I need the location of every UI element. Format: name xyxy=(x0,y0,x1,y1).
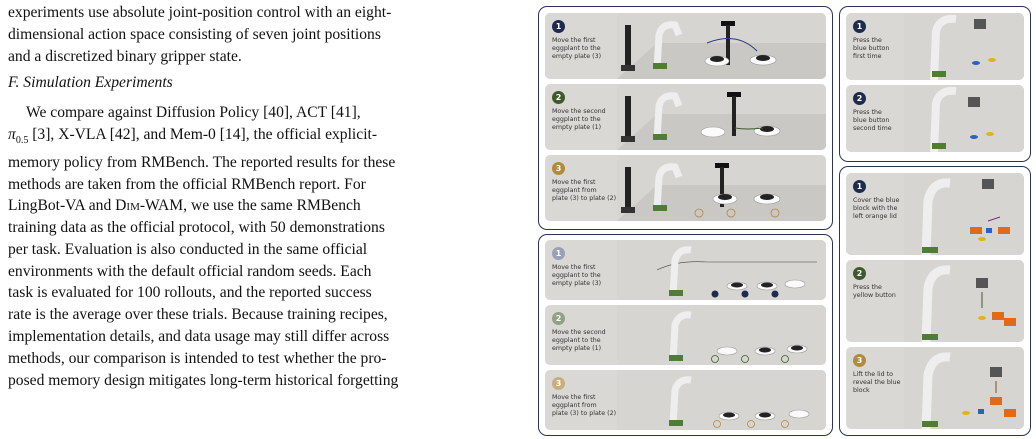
step-row xyxy=(545,370,826,430)
step-caption: Press the yellow button xyxy=(853,284,896,299)
step-caption: Move the first eggplant to the empty plate (3) xyxy=(552,37,602,60)
body-line: methods are taken from the official RMBench report. For xyxy=(8,175,366,193)
step-number-badge: 3 xyxy=(552,162,565,175)
step-row xyxy=(846,85,1024,152)
step-caption: Cover the blue block with the left orange lid xyxy=(853,197,900,220)
robot-scene-image xyxy=(617,84,826,150)
step-caption: Move the first eggplant to the empty plate (3) xyxy=(552,264,602,287)
step-caption: Press the blue button second time xyxy=(853,109,892,132)
robot-scene-image xyxy=(904,260,1024,342)
robot-scene-image xyxy=(617,305,826,365)
robot-scene-image xyxy=(617,240,826,300)
step-number-badge: 3 xyxy=(552,377,565,390)
robot-scene-image xyxy=(904,347,1024,429)
robot-scene-image xyxy=(617,155,826,221)
step-number-badge: 3 xyxy=(853,354,866,367)
paragraph-intro xyxy=(8,2,524,67)
body-line: [3], X-VLA [42], and Mem-0 [14], the official explicit- xyxy=(28,125,378,143)
figure-panel-lid-bottom xyxy=(839,166,1031,436)
figure-panel-plates-top xyxy=(538,6,833,230)
robot-scene-image xyxy=(904,13,1024,80)
pi-symbol: π xyxy=(8,125,16,143)
robot-scene-image xyxy=(617,13,826,79)
step-caption: Move the first eggplant from plate (3) to plate (2) xyxy=(552,394,617,417)
step-number-badge: 1 xyxy=(552,20,565,33)
body-line: LingBot-VA and D xyxy=(8,197,127,215)
figure-panel-plates-bottom xyxy=(538,234,833,436)
step-number-badge: 1 xyxy=(853,180,866,193)
step-caption: Press the blue button first time xyxy=(853,37,890,60)
step-number-badge: 1 xyxy=(552,247,565,260)
paragraph-simulation xyxy=(8,102,524,391)
robot-scene-image xyxy=(904,173,1024,255)
body-line: posed memory design mitigates long-term historical forgetting xyxy=(8,371,399,389)
step-row xyxy=(545,84,826,150)
step-number-badge: 2 xyxy=(552,91,565,104)
body-smallcaps: im xyxy=(126,197,140,215)
pi-subscript: 0.5 xyxy=(15,134,29,146)
robot-scene-image xyxy=(617,370,826,430)
body-line: task is evaluated for 100 rollouts, and the reported success xyxy=(8,284,372,302)
step-number-badge: 2 xyxy=(853,92,866,105)
step-row xyxy=(545,305,826,365)
step-row xyxy=(545,240,826,300)
robot-scene-image xyxy=(904,85,1024,152)
step-row xyxy=(846,347,1024,429)
body-line: rate is the average over these trials. Because training recipes, xyxy=(8,306,388,324)
step-caption: Move the first eggplant from plate (3) to plate (2) xyxy=(552,179,617,202)
body-line: training data as the official protocol, with 50 demonstrations xyxy=(8,219,385,237)
step-row xyxy=(846,13,1024,80)
section-heading: F. Simulation Experiments xyxy=(8,74,173,91)
step-row xyxy=(846,173,1024,255)
step-number-badge: 2 xyxy=(853,267,866,280)
body-line: environments with the default official random seeds. Each xyxy=(8,262,372,280)
intro-line-1: experiments use absolute joint-position control with an eight- xyxy=(8,4,392,21)
step-caption: Lift the lid to reveal the blue block xyxy=(853,371,901,394)
intro-line-2: dimensional action space consisting of seven joint positions xyxy=(8,25,381,43)
body-line: implementation details, and data usage may still differ across xyxy=(8,328,390,346)
body-line: memory policy from RMBench. The reported results for these xyxy=(8,153,396,171)
step-row xyxy=(545,13,826,79)
intro-line-3: and a discretized binary gripper state. xyxy=(8,47,242,65)
body-line: per task. Evaluation is also conducted in the same official xyxy=(8,240,368,258)
body-line: methods, our comparison is intended to test whether the pro- xyxy=(8,349,387,367)
body-line: We compare against Diffusion Policy [40], ACT [41], xyxy=(26,104,361,121)
body-line: -WAM, we use the same RMBench xyxy=(139,197,361,215)
figure-panel-button-top xyxy=(839,6,1031,162)
step-row xyxy=(545,155,826,221)
step-number-badge: 1 xyxy=(853,20,866,33)
step-caption: Move the second eggplant to the empty plate (1) xyxy=(552,329,606,352)
step-number-badge: 2 xyxy=(552,312,565,325)
step-caption: Move the second eggplant to the empty plate (1) xyxy=(552,108,606,131)
step-row xyxy=(846,260,1024,342)
